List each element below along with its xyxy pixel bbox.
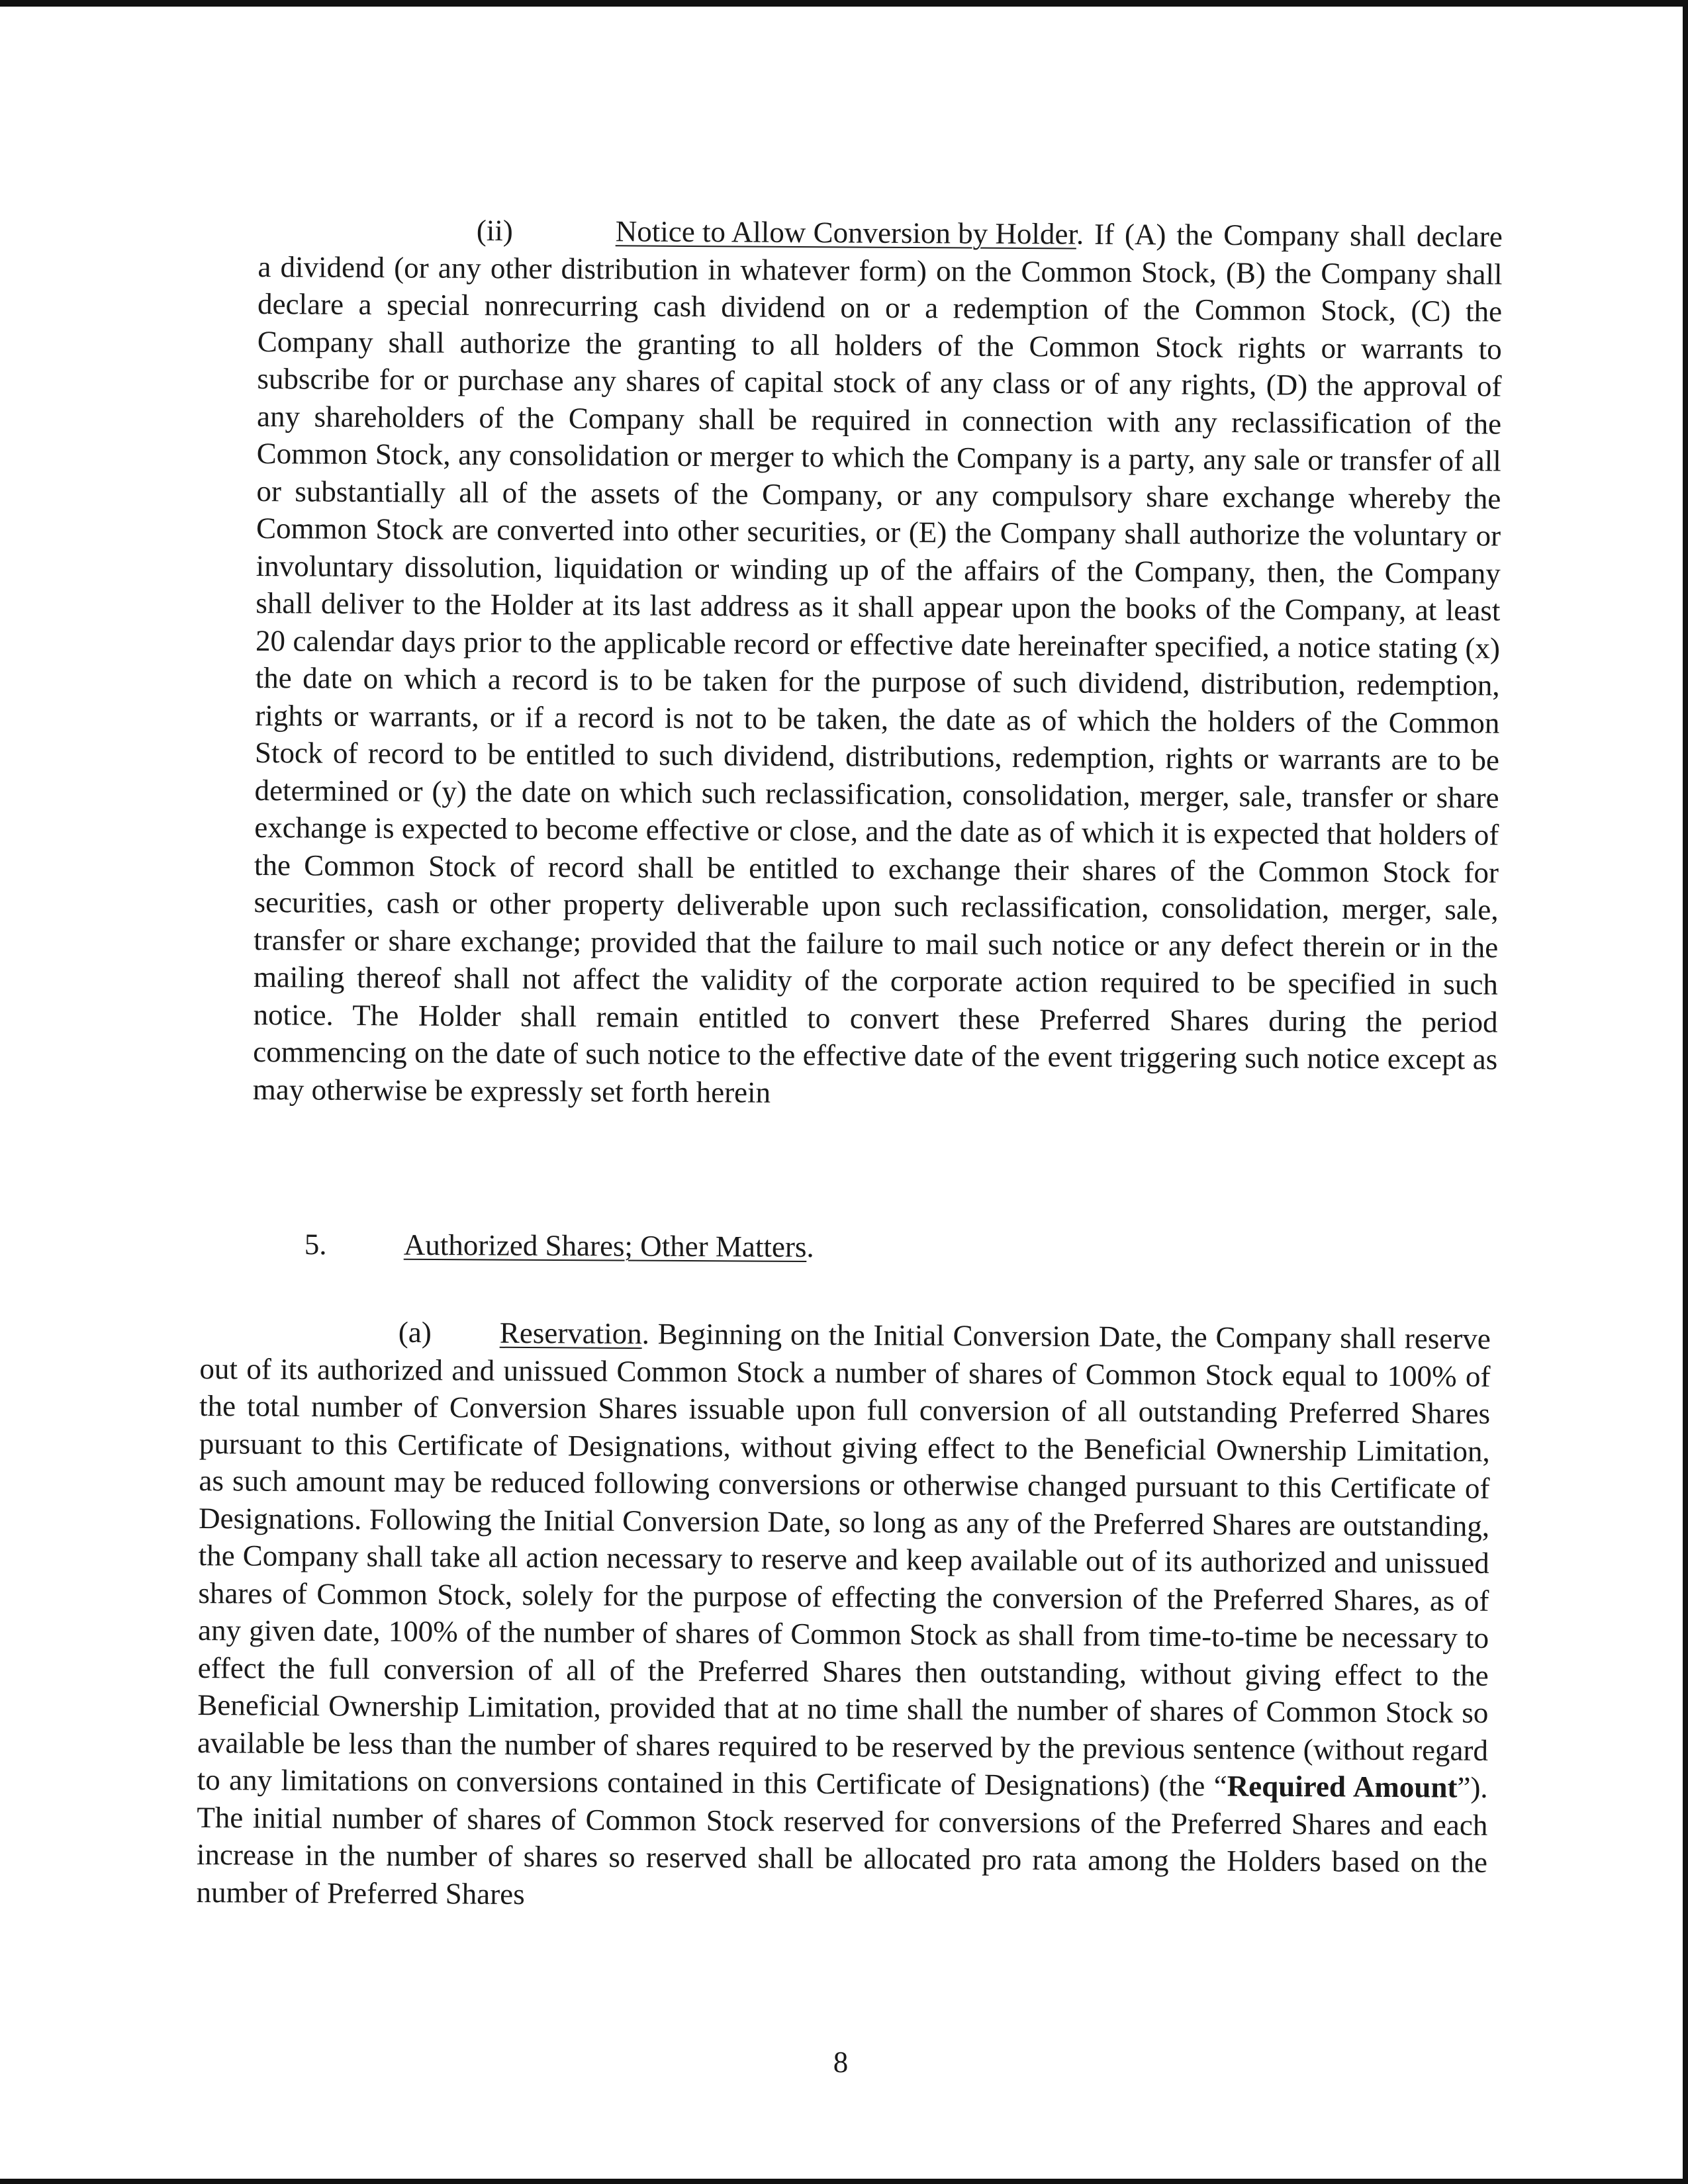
section-number: 5. xyxy=(304,1228,327,1261)
clause-heading-period: . xyxy=(1076,217,1084,251)
defined-term-required-amount: Required Amount xyxy=(1227,1769,1458,1804)
paragraph-lead xyxy=(200,1312,650,1353)
clause-heading: Notice to Allow Conversion by Holder xyxy=(615,214,1077,251)
paragraph-notice-to-allow-conversion xyxy=(253,210,1503,1115)
section-title-period: . xyxy=(806,1230,814,1264)
clause-number: (ii) xyxy=(476,214,513,248)
section-heading-authorized-shares xyxy=(305,1226,814,1265)
paragraph-lead xyxy=(258,210,1084,253)
section-title: Authorized Shares; Other Matters xyxy=(403,1228,807,1263)
clause-body-part-2: ”). The initial number of shares of Common Stock reserved for conversions of the Preferred Shares and each increase in the number of shares so reserved shall be allocated pro rata among the Holders based on the number of Preferred Shares xyxy=(196,1770,1488,1911)
page-number: 8 xyxy=(833,2046,849,2079)
clause-body-part-1: Beginning on the Initial Conversion Date, the Company shall reserve out of its authorized and unissued Common Stock a number of shares of Common Stock equal to 100% of the total number of Conversion Shares issuable upon full conversion of all outstanding Preferred Shares pursuant to this Certificate of Designations, without giving effect to the Beneficial Ownership Limitation, as such amount may be reduced following conversions or otherwise changed pursuant to this Certificate of Designations. Following the Initial Conversion Date, so long as any of the Preferred Shares are outstanding, the Company shall take all action necessary to reserve and keep available out of its authorized and unissued shares of Common Stock, solely for the purpose of effecting the conversion of the Preferred Shares, as of any given date, 100% of the number of shares of Common Stock as shall from time-to-time be necessary to effect the full conversion of all of the Preferred Shares then outstanding, without giving effect to the Beneficial Ownership Limitation, provided that at no time shall the number of shares of Common Stock so available be less than the number of shares required to be reserved by the previous sentence (without regard to any limitations on conversions contained in this Certificate of Designations) (the “ xyxy=(197,1317,1491,1803)
paragraph-reservation xyxy=(196,1312,1490,1919)
clause-heading-period: . xyxy=(641,1317,650,1351)
clause-heading: Reservation xyxy=(499,1316,642,1351)
clause-body: If (A) the Company shall declare a dividend (or any other distribution in whatever form) on the Common Stock, (B) the Company shall declare a special nonrecurring cash dividend on or a redemption of the Common Stock, (C) the Company shall authorize the granting to all holders of the Common Stock rights or warrants to subscribe for or purchase any shares of capital stock of any class or of any rights, (D) the approval of any shareholders of the Company shall be required in connection with any reclassification of the Common Stock, any consolidation or merger to which the Company is a party, any sale or transfer of all or substantially all of the assets of the Company, or any compulsory share exchange whereby the Common Stock are converted into other securities, or (E) the Company shall authorize the voluntary or involuntary dissolution, liquidation or winding up of the affairs of the Company, then, the Company shall deliver to the Holder at its last address as it shall appear upon the books of the Company, at least 20 calendar days prior to the applicable record or effective date hereinafter specified, a notice stating (x) the date on which a record is to be taken for the purpose of such dividend, distribution, redemption, rights or warrants, or if a record is not to be taken, the date as of which the holders of the Common Stock of record to be entitled to such dividend, distributions, redemption, rights or warrants are to be determined or (y) the date on which such reclassification, consolidation, merger, sale, transfer or share exchange is expected to become effective or close, and the date as of which it is expected that holders of the Common Stock of record shall be entitled to exchange their shares of the Common Stock for securities, cash or other property deliverable upon such reclassification, consolidation, merger, sale, transfer or share exchange; provided that the failure to mail such notice or any defect therein or in the mailing thereof shall not affect the validity of the corporate action required to be specified in such notice. The Holder shall remain entitled to convert these Preferred Shares during the period commencing on the date of such notice to the effective date of the event triggering such notice except as may otherwise be expressly set forth herein xyxy=(252,217,1503,1109)
clause-number: (a) xyxy=(398,1315,432,1349)
